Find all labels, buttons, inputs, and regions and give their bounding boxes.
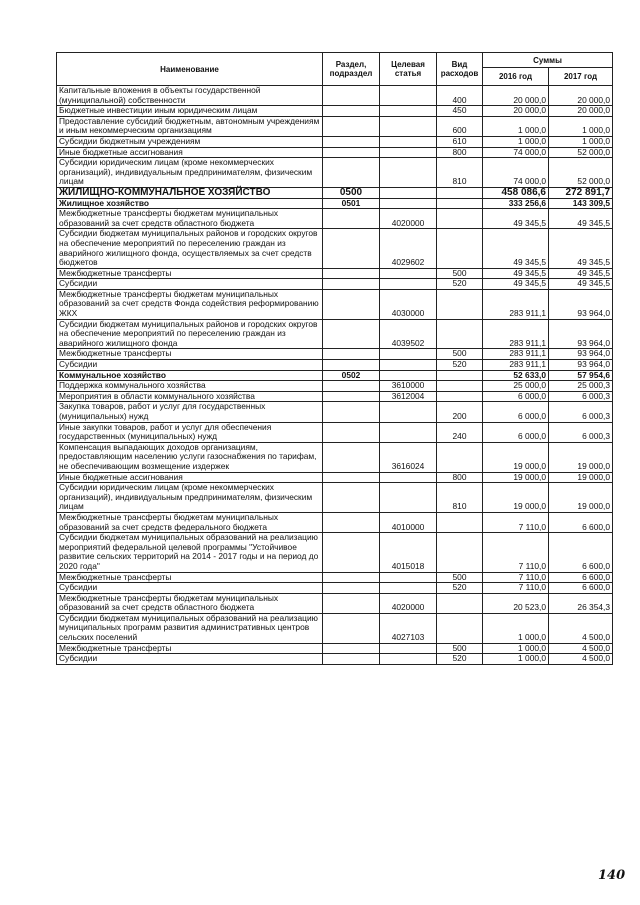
row-sum-2016: 333 256,6 (483, 198, 549, 209)
row-name: Жилищное хозяйство (57, 198, 323, 209)
row-section (323, 422, 380, 442)
row-kind (437, 370, 483, 381)
table-row (57, 116, 613, 136)
row-article (380, 643, 437, 654)
table-row (57, 198, 613, 209)
row-sum-2017: 143 309,5 (549, 198, 613, 209)
table-body (57, 86, 613, 665)
row-article (380, 279, 437, 290)
header-sums: Суммы (483, 53, 613, 68)
row-article: 4027103 (380, 613, 437, 643)
row-article: 4030000 (380, 289, 437, 319)
row-name: Субсидии бюджетам муниципальных районов и городских округов на обеспечение мероприятий по переселению граждан из аварийного жилищного фонда, осуществляемых за счет средств бюджетов (57, 229, 323, 268)
table-row (57, 279, 613, 290)
row-sum-2017: 49 345,5 (549, 209, 613, 229)
row-name: Межбюджетные трансферты бюджетам муниципальных образований за счет средств федерального бюджета (57, 512, 323, 532)
row-section (323, 572, 380, 583)
row-sum-2017: 25 000,3 (549, 381, 613, 392)
row-section (323, 229, 380, 268)
row-kind: 520 (437, 360, 483, 371)
row-sum-2017: 52 000,0 (549, 147, 613, 158)
row-kind (437, 209, 483, 229)
row-kind: 500 (437, 572, 483, 583)
row-sum-2017: 6 000,3 (549, 402, 613, 422)
row-sum-2016: 458 086,6 (483, 187, 549, 198)
row-kind (437, 198, 483, 209)
row-sum-2016: 283 911,1 (483, 319, 549, 349)
row-article (380, 472, 437, 483)
row-sum-2017: 6 600,0 (549, 572, 613, 583)
header-section: Раздел, подраздел (323, 53, 380, 86)
row-section (323, 136, 380, 147)
row-sum-2017: 6 000,3 (549, 391, 613, 402)
row-sum-2016: 283 911,1 (483, 349, 549, 360)
row-article: 4020000 (380, 593, 437, 613)
row-kind: 610 (437, 136, 483, 147)
row-sum-2016: 6 000,0 (483, 402, 549, 422)
row-sum-2017: 1 000,0 (549, 116, 613, 136)
row-sum-2017: 272 891,7 (549, 187, 613, 198)
row-sum-2017: 20 000,0 (549, 106, 613, 117)
table-row (57, 187, 613, 198)
row-sum-2016: 74 000,0 (483, 147, 549, 158)
row-sum-2017: 1 000,0 (549, 136, 613, 147)
row-section (323, 319, 380, 349)
row-kind (437, 442, 483, 472)
row-sum-2017: 6 600,0 (549, 512, 613, 532)
row-section (323, 654, 380, 665)
row-name: Бюджетные инвестиции иным юридическим лицам (57, 106, 323, 117)
row-section (323, 381, 380, 392)
row-sum-2016: 7 110,0 (483, 533, 549, 572)
row-sum-2017: 6 600,0 (549, 533, 613, 572)
row-name: Субсидии бюджетам муниципальных образований на реализацию мероприятий федеральной целевой программы "Устойчивое развитие сельских территорий на 2014 - 2017 годы и на период до 2020 года" (57, 533, 323, 572)
table-row (57, 136, 613, 147)
row-sum-2017: 49 345,5 (549, 268, 613, 279)
table-row (57, 593, 613, 613)
row-sum-2017: 20 000,0 (549, 86, 613, 106)
row-kind: 520 (437, 654, 483, 665)
row-sum-2016: 20 523,0 (483, 593, 549, 613)
row-sum-2017: 6 000,3 (549, 422, 613, 442)
row-section (323, 593, 380, 613)
table-row (57, 483, 613, 513)
row-kind: 240 (437, 422, 483, 442)
row-article (380, 187, 437, 198)
row-article (380, 198, 437, 209)
row-kind: 450 (437, 106, 483, 117)
row-name: Субсидии (57, 360, 323, 371)
row-sum-2016: 49 345,5 (483, 229, 549, 268)
row-section (323, 106, 380, 117)
row-sum-2017: 19 000,0 (549, 472, 613, 483)
row-kind (437, 613, 483, 643)
table-row (57, 643, 613, 654)
row-article (380, 483, 437, 513)
table-row (57, 583, 613, 594)
row-kind (437, 512, 483, 532)
row-name: Мероприятия в области коммунального хозяйства (57, 391, 323, 402)
row-sum-2017: 52 000,0 (549, 158, 613, 188)
row-section (323, 289, 380, 319)
row-sum-2017: 93 964,0 (549, 349, 613, 360)
row-sum-2017: 4 500,0 (549, 654, 613, 665)
row-sum-2016: 283 911,1 (483, 289, 549, 319)
row-article (380, 106, 437, 117)
row-article: 4010000 (380, 512, 437, 532)
row-section (323, 279, 380, 290)
table-row (57, 442, 613, 472)
table-row (57, 391, 613, 402)
table-row (57, 349, 613, 360)
row-section (323, 643, 380, 654)
row-name: ЖИЛИЩНО-КОММУНАЛЬНОЕ ХОЗЯЙСТВО (57, 187, 323, 198)
row-article: 4029602 (380, 229, 437, 268)
row-name: Иные бюджетные ассигнования (57, 472, 323, 483)
table-row (57, 370, 613, 381)
row-kind: 810 (437, 158, 483, 188)
row-sum-2016: 7 110,0 (483, 583, 549, 594)
page-number: 140 (598, 868, 626, 883)
row-section (323, 158, 380, 188)
row-sum-2017: 49 345,5 (549, 279, 613, 290)
row-section (323, 533, 380, 572)
table-row (57, 86, 613, 106)
row-name: Субсидии бюджетным учреждениям (57, 136, 323, 147)
row-kind: 800 (437, 147, 483, 158)
header-name: Наименование (57, 53, 323, 86)
row-article (380, 422, 437, 442)
row-sum-2017: 93 964,0 (549, 289, 613, 319)
table-row (57, 360, 613, 371)
row-kind (437, 391, 483, 402)
row-section (323, 483, 380, 513)
row-sum-2017: 93 964,0 (549, 319, 613, 349)
row-sum-2016: 19 000,0 (483, 483, 549, 513)
row-kind: 600 (437, 116, 483, 136)
row-section (323, 391, 380, 402)
row-kind: 520 (437, 279, 483, 290)
row-sum-2017: 19 000,0 (549, 483, 613, 513)
row-sum-2017: 19 000,0 (549, 442, 613, 472)
row-section (323, 349, 380, 360)
row-name: Субсидии юридическим лицам (кроме некоммерческих организаций), индивидуальным предпринимателям, физическим лицам (57, 483, 323, 513)
row-kind: 810 (437, 483, 483, 513)
row-name: Субсидии (57, 279, 323, 290)
row-section: 0501 (323, 198, 380, 209)
header-kind: Вид расходов (437, 53, 483, 86)
row-kind: 200 (437, 402, 483, 422)
row-article (380, 136, 437, 147)
row-section (323, 472, 380, 483)
row-name: Межбюджетные трансферты (57, 349, 323, 360)
row-kind: 800 (437, 472, 483, 483)
row-sum-2016: 74 000,0 (483, 158, 549, 188)
row-article: 4015018 (380, 533, 437, 572)
row-section (323, 442, 380, 472)
row-article (380, 147, 437, 158)
row-article (380, 583, 437, 594)
row-sum-2016: 283 911,1 (483, 360, 549, 371)
row-article (380, 572, 437, 583)
row-kind (437, 319, 483, 349)
row-section (323, 268, 380, 279)
table-row (57, 654, 613, 665)
row-sum-2016: 20 000,0 (483, 86, 549, 106)
table-row (57, 268, 613, 279)
table-row (57, 402, 613, 422)
row-name: Компенсация выпадающих доходов организациям, предоставляющим населению услуги газоснабжения по тарифам, не обеспечивающим возмещение издержек (57, 442, 323, 472)
row-article (380, 402, 437, 422)
row-name: Капитальные вложения в объекты государственной (муниципальной) собственности (57, 86, 323, 106)
row-name: Субсидии бюджетам муниципальных районов и городских округов на обеспечение мероприятий по переселению граждан из аварийного жилищного фонда (57, 319, 323, 349)
row-sum-2017: 49 345,5 (549, 229, 613, 268)
row-article (380, 370, 437, 381)
row-article: 3610000 (380, 381, 437, 392)
row-sum-2017: 6 600,0 (549, 583, 613, 594)
row-kind (437, 381, 483, 392)
row-article (380, 268, 437, 279)
row-article: 3612004 (380, 391, 437, 402)
table-row (57, 229, 613, 268)
row-name: Иные бюджетные ассигнования (57, 147, 323, 158)
row-kind: 520 (437, 583, 483, 594)
row-section (323, 360, 380, 371)
row-sum-2016: 19 000,0 (483, 442, 549, 472)
row-section (323, 613, 380, 643)
header-article: Целевая статья (380, 53, 437, 86)
row-kind (437, 289, 483, 319)
row-kind (437, 593, 483, 613)
row-sum-2016: 49 345,5 (483, 268, 549, 279)
row-sum-2017: 4 500,0 (549, 613, 613, 643)
row-kind (437, 187, 483, 198)
row-name: Иные закупки товаров, работ и услуг для обеспечения государственных (муниципальных) нужд (57, 422, 323, 442)
row-name: Межбюджетные трансферты (57, 643, 323, 654)
row-sum-2016: 1 000,0 (483, 613, 549, 643)
row-section: 0502 (323, 370, 380, 381)
row-name: Межбюджетные трансферты (57, 572, 323, 583)
row-name: Межбюджетные трансферты (57, 268, 323, 279)
row-sum-2016: 7 110,0 (483, 572, 549, 583)
table-row (57, 158, 613, 188)
row-sum-2016: 7 110,0 (483, 512, 549, 532)
row-sum-2017: 4 500,0 (549, 643, 613, 654)
row-article (380, 116, 437, 136)
row-name: Субсидии (57, 654, 323, 665)
row-article: 3616024 (380, 442, 437, 472)
row-article (380, 349, 437, 360)
row-sum-2016: 6 000,0 (483, 422, 549, 442)
row-name: Предоставление субсидий бюджетным, автономным учреждениям и иным некоммерческим организациям (57, 116, 323, 136)
row-name: Межбюджетные трансферты бюджетам муниципальных образований за счет средств областного бюджета (57, 209, 323, 229)
header-year-2017: 2017 год (549, 68, 613, 86)
table-row (57, 512, 613, 532)
row-sum-2017: 57 954,6 (549, 370, 613, 381)
row-article (380, 654, 437, 665)
row-name: Субсидии бюджетам муниципальных образований на реализацию муниципальных программ развития административных центров сельских поселений (57, 613, 323, 643)
row-sum-2016: 1 000,0 (483, 643, 549, 654)
row-kind (437, 533, 483, 572)
row-sum-2016: 52 633,0 (483, 370, 549, 381)
row-sum-2017: 93 964,0 (549, 360, 613, 371)
budget-table (56, 52, 613, 665)
row-section (323, 209, 380, 229)
header-year-2016: 2016 год (483, 68, 549, 86)
row-section (323, 512, 380, 532)
row-name: Субсидии (57, 583, 323, 594)
row-sum-2016: 19 000,0 (483, 472, 549, 483)
row-section (323, 583, 380, 594)
row-section (323, 147, 380, 158)
row-sum-2016: 1 000,0 (483, 136, 549, 147)
table-row (57, 106, 613, 117)
row-sum-2016: 1 000,0 (483, 116, 549, 136)
row-name: Поддержка коммунального хозяйства (57, 381, 323, 392)
row-section: 0500 (323, 187, 380, 198)
row-sum-2016: 25 000,0 (483, 381, 549, 392)
row-section (323, 116, 380, 136)
table-row (57, 381, 613, 392)
table-row (57, 472, 613, 483)
row-section (323, 86, 380, 106)
table-row (57, 319, 613, 349)
row-article: 4039502 (380, 319, 437, 349)
row-sum-2016: 49 345,5 (483, 209, 549, 229)
table-row (57, 209, 613, 229)
row-kind: 500 (437, 643, 483, 654)
row-name: Закупка товаров, работ и услуг для государственных (муниципальных) нужд (57, 402, 323, 422)
row-kind: 500 (437, 268, 483, 279)
row-section (323, 402, 380, 422)
table-row (57, 533, 613, 572)
table-row (57, 422, 613, 442)
row-article: 4020000 (380, 209, 437, 229)
table-row (57, 572, 613, 583)
row-article (380, 360, 437, 371)
row-sum-2016: 1 000,0 (483, 654, 549, 665)
row-article (380, 158, 437, 188)
row-article (380, 86, 437, 106)
row-sum-2016: 20 000,0 (483, 106, 549, 117)
row-sum-2016: 49 345,5 (483, 279, 549, 290)
table-row (57, 289, 613, 319)
row-name: Субсидии юридическим лицам (кроме некоммерческих организаций), индивидуальным предпринимателям, физическим лицам (57, 158, 323, 188)
row-kind: 400 (437, 86, 483, 106)
row-sum-2017: 26 354,3 (549, 593, 613, 613)
table-header (57, 53, 613, 86)
row-kind: 500 (437, 349, 483, 360)
row-name: Межбюджетные трансферты бюджетам муниципальных образований за счет средств Фонда содействия реформированию ЖКХ (57, 289, 323, 319)
row-kind (437, 229, 483, 268)
row-name: Коммунальное хозяйство (57, 370, 323, 381)
table-row (57, 147, 613, 158)
row-sum-2016: 6 000,0 (483, 391, 549, 402)
table-row (57, 613, 613, 643)
row-name: Межбюджетные трансферты бюджетам муниципальных образований за счет средств областного бюджета (57, 593, 323, 613)
